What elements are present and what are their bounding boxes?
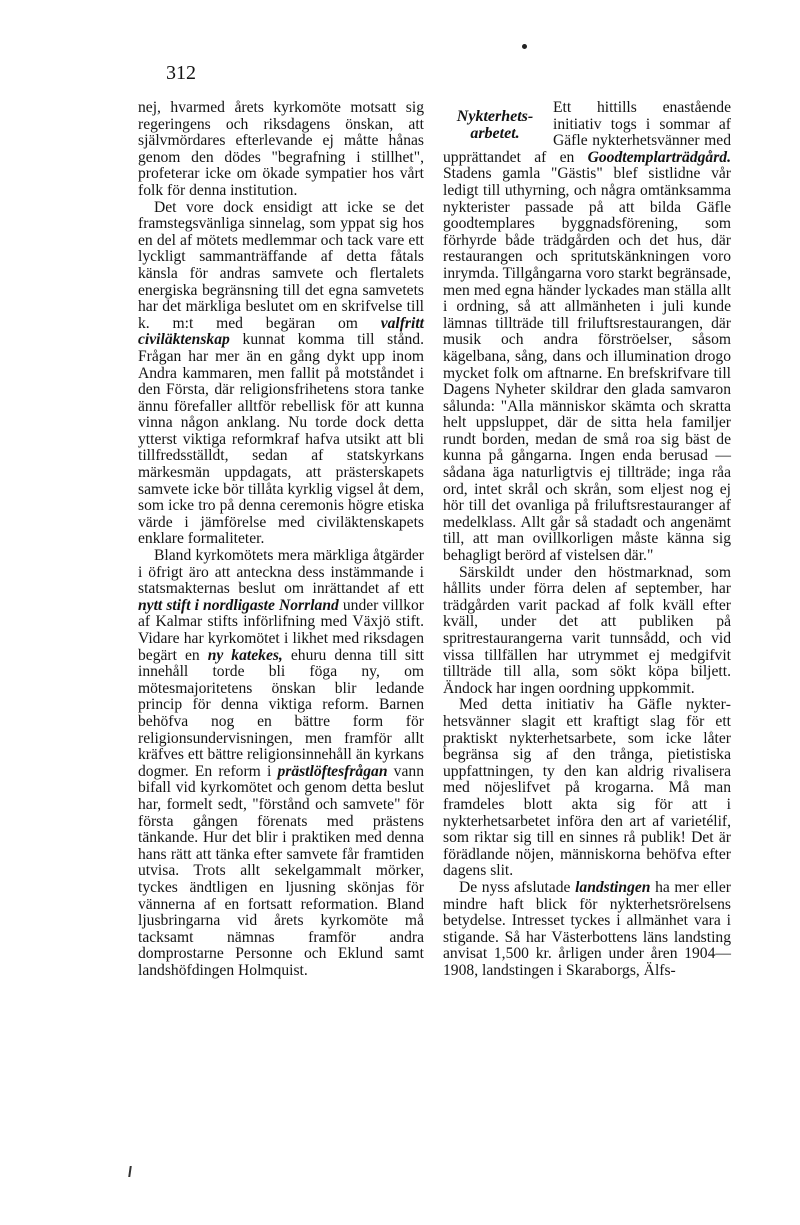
emphasis: nytt stift i nordligaste Norrland [138,596,339,614]
paragraph: Särskildt under den höstmarknad, som hållits under förra delen af september, har trädgården varit packad af folk kväll efter kväll, under det att publiken på spritrestaurangerna varit tunnsådd, och vid vissa tillfällen har utrymmet ej medgifvit tillträde till alla, som sökt köpa biljett. Ändock har ingen oordning uppkommit. [443,563,731,697]
print-speck [522,44,527,49]
left-column [138,100,424,979]
paragraph: nej, hvarmed årets kyrkomöte motsatt sig regeringens och riksdagens önskan, att självmördares efterlevande ej måtte hånas genom den dödes "begrafning i stillhet", profeterar icke om ökade sympatier hos vårt folk för denna institution. [138,99,424,199]
paragraph: Med detta initiativ ha Gäfle nykterhetsvänner slagit ett kraftigt slag för ett praktiskt nykterhetsarbete, som icke låter begränsa sig af den trånga, pietistiska uppfattningen, ty den kan aldrig rivalisera med nöjeslifvet på krogarna. Må man framdeles blott akta sig för att i nykterhetsarbetet införa den art af varietélif, som riktar sig till en sinnes rå publik! Det är förädlande nöjen, människorna behöfva efter dagens slit. [443,696,731,880]
paragraph: Bland kyrkomötets mera märkliga åtgärder i öfrigt äro att anteckna dess instämmande i statsmakternas beslut om inrättandet af ett nytt stift i nordligaste Norrland under villkor af Kalmar stifts införlifning med Växjö stift. Vidare har kyrkomötet i likhet med riksdagen begärt en ny katekes, ehuru denna till sitt innehåll torde bli föga ny, om mötesmajoritetens önskan blir ledande princip för denna viktiga reform. Barnen behöfva nog en bättre form för religionsundervisningen, men framför allt kräfves ett bättre religionsinnehåll än kyrkans dogmer. En reform i prästlöftesfrågan vann bifall vid kyrkomötet och genom detta beslut har, formelt sedt, "förstånd och samvete" för första gången förenats med prästens tänkande. Hur det blir i praktiken med denna hans rätt att tänka efter samvete får framtiden utvisa. Trots allt sekelgammalt mörker, tyckes ändtligen en ljusning skönjas för vännerna af en fortsatt reformation. Bland ljusbringarna vid årets kyrkomöte må tacksamt nämnas framför andra domprostarne Personne och Eklund samt landshöfdingen Holmquist. [138,547,424,979]
emphasis: valfritt civiläktenskap [138,314,424,349]
right-column [443,100,731,979]
emphasis: landstingen [575,878,651,896]
paragraph: Ett hittills enastående initiativ togs i sommar af Gäfle nykterhetsvänner med upprättandet af en Goodtemplarträdgård. Stadens gamla "Gästis" blef sistlidne vår ledigt till uthyrning, och några omtänksamma nykterister passade på att bilda Gäfle goodtemplares byggnadsförening, som förhyrde både trädgården och det hus, där restaurangen och spritutskänkningen voro inrymda. Tillgångarna voro starkt begränsade, men med egna händer lyckades man ställa allt i ordning, så att allmänheten i juli kunde lämnas tillträde till friluftsrestaurangen, där musik och andra förströelser, såsom kägelbana, sång, dans och illumination drogo mycket folk om aftnarne. En brefskrifvare till Dagens Nyheter skildrar den glada samvaron sålunda: "Alla människor skämta och skratta helt uppsluppet, där de sitta hela familjer rundt borden, medan de små roa sig bäst de kunna på gångarna. Ingen enda berusad — sådana äga naturligtvis ej tillträde; inga råa ord, intet skrål och skrån, som eljest nog ej hör till det ovanliga på friluftsrestauranger af medelklass. Allt går så stadadt och angenämt till, att man ovillkorligen måste känna sig behagligt berörd af vistelsen där." [443,99,731,565]
page-number: 312 [166,62,196,84]
emphasis: Goodtemplarträdgård. [587,148,731,166]
side-heading: Nykterhets- arbetet. [456,108,534,142]
print-mark [128,1166,132,1177]
paragraph: Det vore dock ensidigt att icke se det framstegsvänliga sinnelag, som yppat sig hos en del af mötets medlemmar och tack vare ett lyckligt sammanträffande af detta fåtals känsla för andras samvete och flertalets energiska begränsning till det egna samvetets har det märkliga beslutet om en skrifvelse till k. m:t med begäran om valfritt civiläktenskap kunnat komma till stånd. Frågan har mer än en gång dykt upp inom Andra kammaren, men fallit på motståndet i den Första, där religionsfrihetens stora tanke ännu förefaller alltför rebellisk för att kunna vinna någon anklang. Nu torde dock detta ytterst viktiga reformkraf hafva utsikt att bli tillfredsställdt, sedan af statskyrkans märkesmän uppdagats, att prästerskapets samvete icke bör tillåta kyrklig vigsel åt dem, som icke tro på denna ceremonis högre etiska värde i jämförelse med civiläktenskapets enklare formaliteter. [138,198,424,548]
paragraph: De nyss afslutade landstingen ha mer eller mindre haft blick för nykterhetsrörelsens betydelse. Intresset tyckes i allmänhet vara i stigande. Så har Västerbottens läns landsting anvisat 1,500 kr. årligen under åren 1904—1908, landstingen i Skaraborgs, Älfs- [443,878,731,979]
emphasis: prästlöftesfrågan [277,762,388,780]
emphasis: ny katekes, [207,646,283,664]
